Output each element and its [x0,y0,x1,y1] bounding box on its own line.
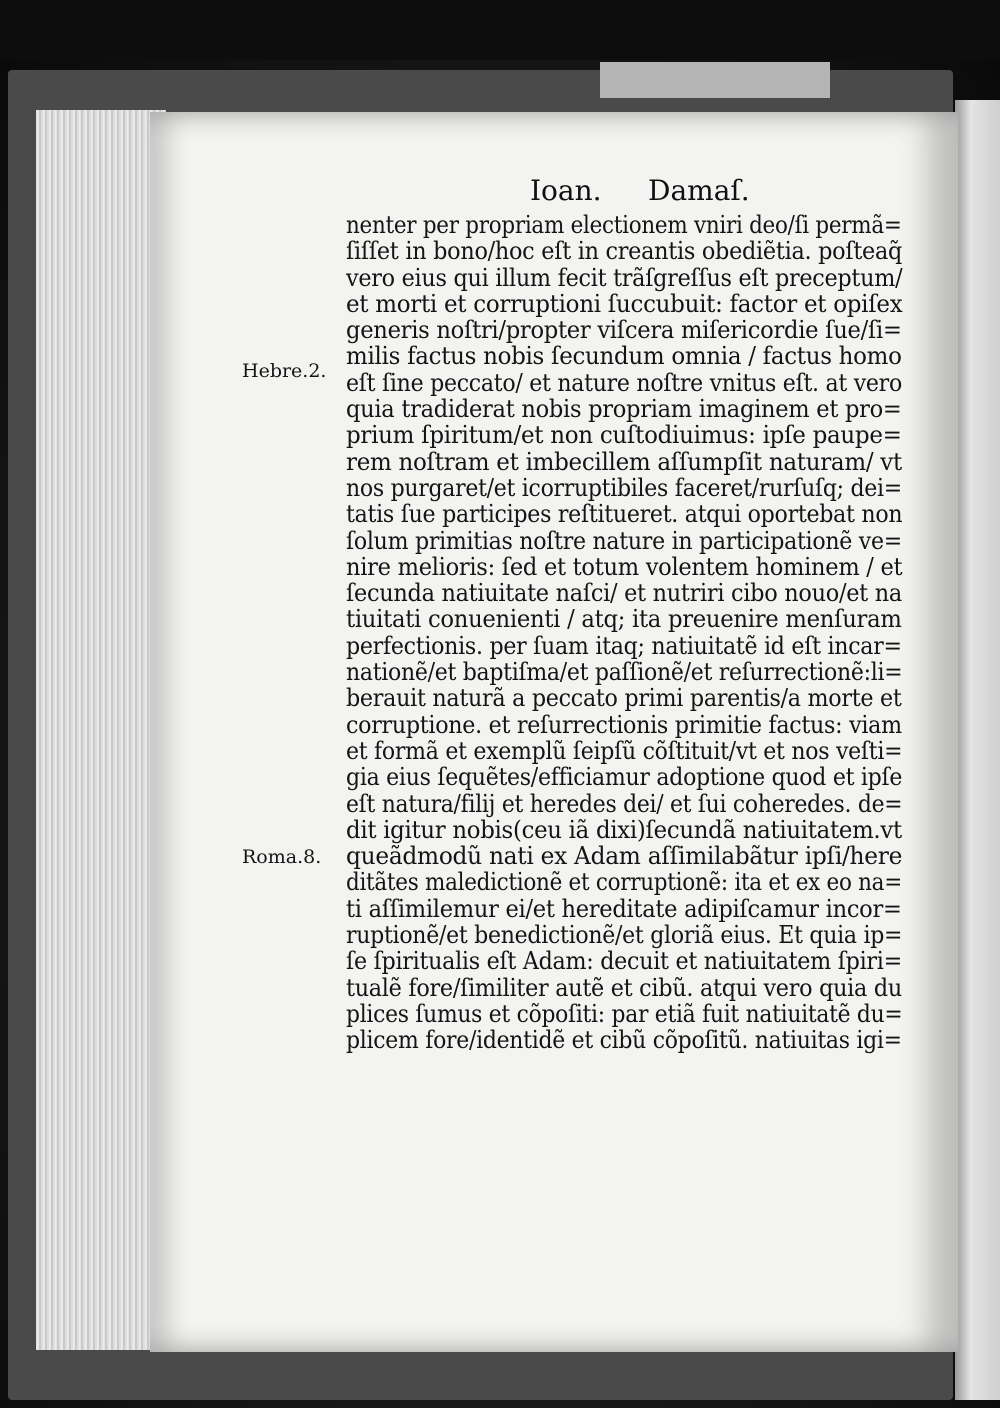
text-line: et formã et exemplũ ſeipſũ cõſtituit/vt et nos veſti= [346,736,903,765]
margin-note-romans: Roma.8. [242,846,322,868]
text-line: ruptionẽ/et benedictionẽ/et gloriã eius. Et quia ip= [346,921,903,950]
text-line: queãdmodũ nati ex Adam aſſimilabãtur ipſi/here [346,842,903,871]
text-line: rem noſtram et imbecillem aſſumpſit naturam/ vt [346,447,902,476]
page-edges-right [955,100,1000,1400]
main-text-block [346,212,906,1054]
text-line: tatis ſue participes reſtitueret. atqui oportebat non [346,500,903,529]
text-line: dit igitur nobis(ceu iã dixi)ſecundã natiuitatem.vt [346,815,902,844]
cover-tab [600,62,830,98]
text-line: ditãtes maledictionẽ et corruptionẽ: ita et ex eo na= [346,868,902,897]
margin-note-hebrews: Hebre.2. [242,360,327,382]
text-line: plices ſumus et cõpoſiti: par etiã fuit natiuitatẽ du= [346,999,903,1028]
running-header [530,174,890,210]
header-title: Damaſ. [648,174,750,207]
text-line: nos purgaret/et icorruptibiles faceret/rurſuſq; dei= [346,473,902,502]
text-line: quia tradiderat nobis propriam imaginem et pro= [346,395,902,424]
text-line: tiuitati conuenienti / atq; ita preuenire menſuram [346,605,902,634]
text-line: perfectionis. per ſuam itaq; natiuitatẽ id eſt incar= [346,631,902,660]
page-edges-left [36,110,166,1350]
text-line: nire melioris: ſed et totum volentem hominem / et [346,552,903,581]
text-line: berauit naturã a peccato primi parentis/a morte et [346,684,902,713]
text-line: ti aſſimilemur ei/et hereditate adipiſcamur incor= [346,894,902,923]
text-line: vero eius qui illum fecit trãſgreſſus eſt preceptum/ [346,263,903,292]
text-line: ſe ſpiritualis eſt Adam: decuit et natiuitatem ſpiri= [346,947,902,976]
text-line: nationẽ/et baptiſma/et paſſionẽ/et reſurrectionẽ:li= [346,658,903,687]
text-line: ſolum primitias noſtre nature in participationẽ ve= [346,526,902,555]
text-line: tualẽ fore/ſimiliter autẽ et cibũ. atqui vero quia du [346,973,902,1002]
text-line: prium ſpiritum/et non cuſtodiuimus: ipſe paupe= [346,421,902,450]
header-author: Ioan. [530,174,602,207]
text-line: eſt natura/filij et heredes dei/ et ſui coheredes. de= [346,789,903,818]
text-line: corruptione. et reſurrectionis primitie factus: viam [346,710,902,739]
text-line: gia eius ſequẽtes/efficiamur adoptione quod et ipſe [346,763,903,792]
text-line: generis noſtri/propter viſcera miſericordie ſue/ſi= [346,316,902,345]
text-line: et morti et corruptioni ſuccubuit: factor et opiſex [346,289,903,318]
text-line: ſiſſet in bono/hoc eſt in creantis obediẽtia. poſteaq̃ [346,237,903,266]
text-line: plicem fore/identidẽ et cibũ cõpoſitũ. natiuitas igi= [346,1026,902,1055]
text-line: nenter per propriam electionem vniri deo/ſi permã= [346,211,902,239]
text-line: milis factus nobis ſecundum omnia / factus homo [346,342,902,371]
text-line: ſecunda natiuitate naſci/ et nutriri cibo nouo/et na [346,579,902,608]
text-line: eſt ſine peccato/ et nature noſtre vnitus eſt. at vero [346,368,902,397]
